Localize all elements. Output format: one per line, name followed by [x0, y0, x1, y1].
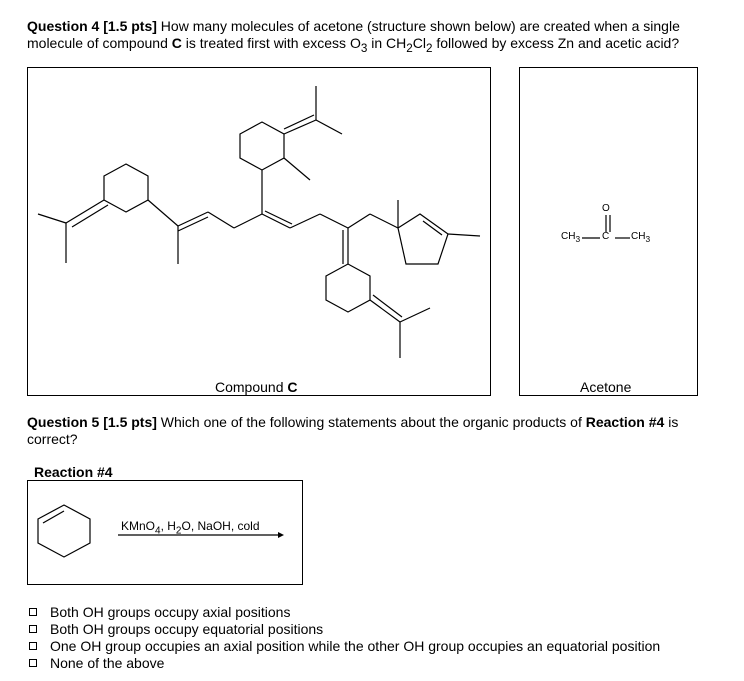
checkbox[interactable] — [29, 642, 37, 650]
acetone-caption: Acetone — [580, 379, 632, 395]
acetone-figure — [519, 67, 698, 396]
checkbox[interactable] — [29, 659, 37, 667]
acetone-right-methyl: $CH_3$ — [631, 231, 651, 244]
answer-option[interactable]: One OH group occupies an axial position while the other OH group occupies an equatorial position — [27, 637, 660, 654]
reaction-label: Reaction #4 — [34, 464, 113, 480]
checkbox[interactable] — [29, 625, 37, 633]
checkbox[interactable] — [29, 608, 37, 616]
answer-options — [27, 603, 660, 671]
question-4-text: Question 4 [1.5 pts] How many molecules of acetone (structure shown below) are created when a single molecule of compound C is treated first with excess $O_3$ in $CH_2Cl_2$ followed by excess Zn and acetic acid? — [27, 18, 680, 55]
compound-c-structure — [28, 68, 490, 395]
acetone-carbonyl-carbon: C — [602, 231, 610, 242]
compound-c-caption: Compound C — [215, 379, 298, 395]
question-4-label: Question 4 [1.5 pts] — [27, 18, 157, 34]
reaction-reagents: KMnO$_4$, $H_2O$, NaOH, cold — [121, 519, 260, 537]
acetone-oxygen: O — [602, 203, 610, 214]
question-5-label: Question 5 [1.5 pts] — [27, 414, 157, 430]
acetone-left-methyl: $CH_3$ — [561, 231, 581, 244]
reaction-figure — [27, 480, 303, 585]
answer-option[interactable]: Both OH groups occupy equatorial positions — [27, 620, 660, 637]
question-5-text: Question 5 [1.5 pts] Which one of the following statements about the organic products of Reaction #4 is correct? — [27, 414, 679, 447]
answer-option[interactable]: Both OH groups occupy axial positions — [27, 603, 660, 620]
compound-c-figure — [27, 67, 491, 396]
answer-option[interactable]: None of the above — [27, 654, 660, 671]
